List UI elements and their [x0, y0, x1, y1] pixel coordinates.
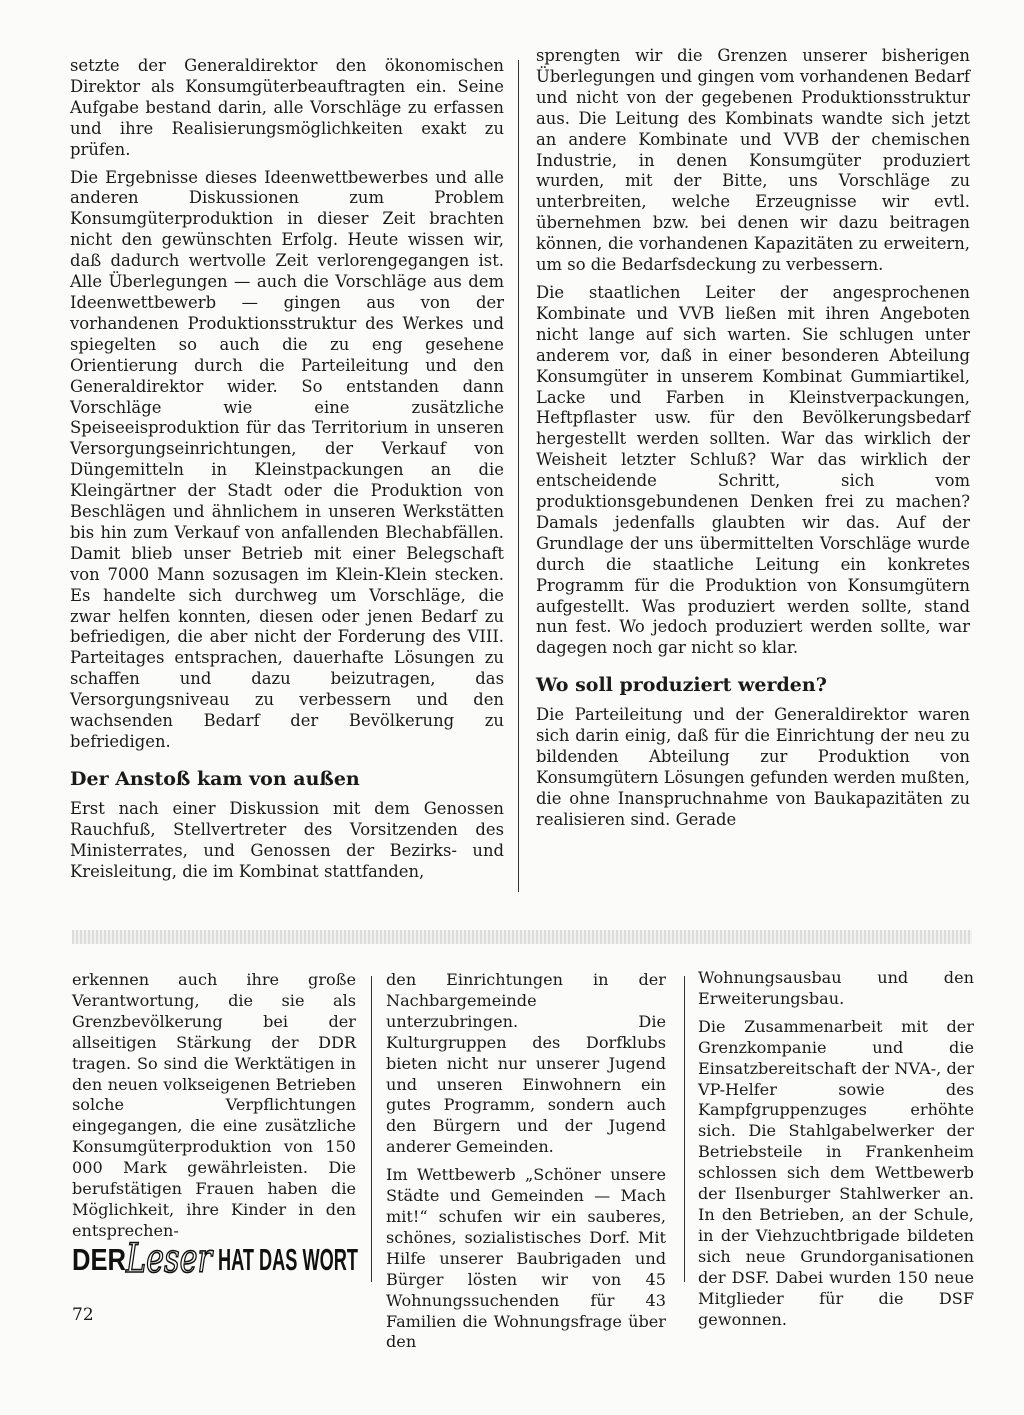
der-leser-hat-das-wort-logo	[72, 1230, 362, 1286]
bottom-column-3	[698, 968, 974, 1337]
halftone-separator	[72, 930, 972, 944]
column-divider	[684, 976, 685, 1282]
paragraph: Im Wettbewerb „Schöner unsere Städte und Gemeinden — Mach mit!“ schufen wir ein sauberes, schönes, sozialistisches Dorf. Mit Hilfe unserer Baubrigaden und Bürger lösten wir von 45 Wohnungssuchenden für 43 Familien die Wohnungsfrage über den	[386, 1165, 666, 1352]
paragraph: Die Ergebnisse dieses Ideenwettbewerbes und alle anderen Diskussionen zum Problem Konsumgüterproduktion in dieser Zeit brachten nicht den gewünschten Erfolg. Heute wissen wir, daß dadurch wertvolle Zeit verlorengegangen ist. Alle Überlegungen — auch die Vorschläge aus dem Ideenwettbewerb — gingen aus von der vorhandenen Produktionsstruktur des Werkes und spiegelten so auch die zu eng gesehene Orientierung durch die Parteileitung und den Generaldirektor wider. So entstanden dann Vorschläge wie eine zusätzliche Speiseeisproduktion für das Territorium in unseren Versorgungseinrichtungen, der Verkauf von Düngemitteln in Kleinstpackungen an die Kleingärtner der Stadt oder die Produktion von Beschlägen und ähnlichem in unseren Werkstätten bis hin zum Verkauf von anfallenden Blechabfällen. Damit blieb unser Betrieb mit einer Belegschaft von 7000 Mann sozusagen im Klein-Klein stecken. Es handelte sich durchweg um Vorschläge, die zwar helfen konnten, diesen oder jenen Bedarf zu befriedigen, die aber nicht der Forderung des VIII. Parteitages entsprachen, dauerhafte Lösungen zu schaffen und dazu beizutragen, das Versorgungsniveau zu verbessern und den wachsenden Bedarf der Bevölkerung zu befriedigen.	[70, 167, 504, 751]
page-number: 72	[72, 1305, 94, 1325]
bottom-column-1	[72, 970, 356, 1249]
bottom-column-2	[386, 970, 666, 1360]
logo-hat-das-wort: HAT DAS WORT	[218, 1242, 359, 1277]
column-divider	[518, 60, 519, 892]
paragraph: setzte der Generaldirektor den ökonomischen Direktor als Konsumgüterbeauftragten ein. Seine Aufgabe bestand darin, alle Vorschläge zu erfassen und ihre Realisierungsmöglichkeiten exakt zu prüfen.	[70, 56, 504, 159]
top-left-column	[70, 56, 504, 890]
paragraph: Die staatlichen Leiter der angesprochenen Kombinate und VVB ließen mit ihren Angeboten nicht lange auf sich warten. Sie schlugen unter anderem vor, daß in einer besonderen Abteilung Konsumgüter in unserem Kombinat Gummiartikel, Lacke und Farben in Kleinstverpackungen, Heftpflaster usw. für den Bevölkerungsbedarf hergestellt werden sollten. War das wirklich der Weisheit letzter Schluß? War das wirklich der entscheidende Schritt, sich vom produktionsgebundenen Denken frei zu machen? Damals jedenfalls glaubten wir das. Auf der Grundlage der uns übermittelten Vorschläge wurde durch die staatliche Leitung ein konkretes Programm für die Produktion von Konsumgütern aufgestellt. Was produziert werden sollte, stand nun fest. Wo jedoch produziert werden sollte, war dagegen noch gar nicht so klar.	[536, 282, 970, 658]
logo-der: DER	[72, 1242, 126, 1277]
paragraph: erkennen auch ihre große Verantwortung, die sie als Grenzbevölkerung bei der allseitigen Stärkung der DDR tragen. So sind die Werktätigen in den neuen volkseigenen Betrieben solche Verpflichtungen eingegangen, die eine zusätzliche Konsumgüterproduktion von 150 000 Mark gewährleisten. Die berufstätigen Frauen haben die Möglichkeit, ihre Kinder in den entsprechen-	[72, 970, 356, 1240]
top-right-column	[536, 46, 970, 838]
paragraph: Die Zusammenarbeit mit der Grenzkompanie und die Einsatzbereitschaft der NVA-, der VP-Helfer sowie des Kampfgruppenzuges erhöhte sich. Die Stahlgabelwerker der Betriebsteile in Frankenheim schlossen sich dem Wettbewerb der Ilsenburger Stahlwerker an. In den Betrieben, an der Schule, in der Viehzuchtbrigade bildeten sich neue Grundorganisationen der DSF. Dabei wurden 150 neue Mitglieder für die DSF gewonnen.	[698, 1016, 974, 1329]
section-heading: Wo soll produziert werden?	[536, 674, 827, 697]
paragraph: Erst nach einer Diskussion mit dem Genossen Rauchfuß, Stellvertreter des Vorsitzenden des Ministerrates, und Genossen der Bezirks- und Kreisleitung, die im Kombinat stattfanden,	[70, 798, 504, 881]
paragraph: Die Parteileitung und der Generaldirektor waren sich darin einig, daß für die Einrichtung der neu zu bildenden Abteilung zur Produktion von Konsumgütern Lösungen gefunden werden mußten, die ohne Inanspruchnahme von Baukapazitäten zu realisieren sind. Gerade	[536, 705, 970, 829]
section-heading: Der Anstoß kam von außen	[70, 767, 360, 790]
paragraph: den Einrichtungen in der Nachbargemeinde unterzubringen. Die Kulturgruppen des Dorfklubs bieten nicht nur unserer Jugend und unseren Einwohnern ein gutes Programm, sondern auch den Bürgern und der Jugend anderer Gemeinden.	[386, 970, 666, 1157]
paragraph: Wohnungsausbau und den Erweiterungsbau.	[698, 968, 974, 1008]
paragraph: sprengten wir die Grenzen unserer bisherigen Überlegungen und gingen vom vorhandenen Bedarf und nicht von der gegebenen Produktionsstruktur aus. Die Leitung des Kombinats wandte sich jetzt an andere Kombinate und VVB der chemischen Industrie, in denen Konsumgüter produziert wurden, mit der Bitte, uns Vorschläge zu unterbreiten, welche Erzeugnisse wir evtl. übernehmen bzw. bei denen wir dazu beitragen können, die vorhandenen Kapazitäten zu erweitern, um so die Bedarfsdeckung zu verbessern.	[536, 46, 970, 275]
column-divider	[371, 976, 372, 1282]
logo-leser: Leser	[125, 1236, 215, 1282]
